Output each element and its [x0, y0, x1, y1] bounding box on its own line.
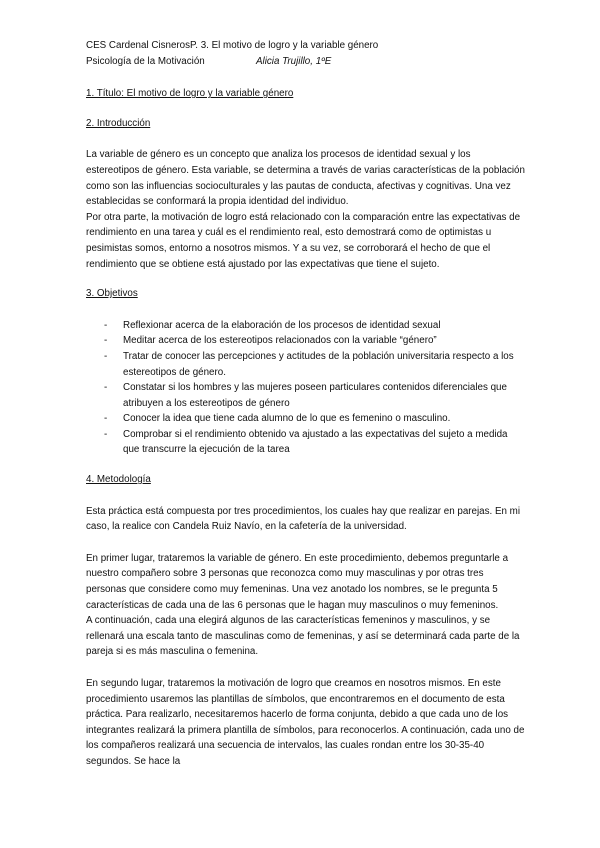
- header-author: Alicia Trujillo, 1ºE: [256, 55, 332, 67]
- title-heading: 1. Título: El motivo de logro y la variable género: [86, 88, 294, 100]
- method-paragraph-4: En segundo lugar, trataremos la motivación de logro que creamos en nosotros mismos. En este procedimiento usaremos las plantillas de símbolos, que encontraremos en el documento de esta práctica. Para realizarlo, necesitaremos hacerlo de forma conjunta, debido a que cada uno de los integrantes realizará la primera plantilla de símbolos, para reconocerlos. A continuación, cada uno de los compañeros realizará una secuencia de intervalos, las cuales rondan entre los 30-35-40 segundos. Se hace la: [86, 678, 525, 767]
- list-item: - Meditar acerca de los estereotipos relacionados con la variable “género”: [86, 333, 526, 349]
- header-subject: Psicología de la Motivación: [86, 55, 205, 67]
- list-item: - Tratar de conocer las percepciones y actitudes de la población universitaria respecto a los estereotipos de género.: [86, 349, 526, 380]
- intro-heading: 2. Introducción: [86, 117, 151, 129]
- objectives-list: [86, 318, 526, 458]
- header-line-1: CES Cardenal CisnerosP. 3. El motivo de logro y la variable género: [86, 40, 379, 51]
- header-line-2: [86, 54, 526, 70]
- intro-paragraph-2: Por otra parte, la motivación de logro está relacionado con la comparación entre las expectativas de rendimiento en una tarea y cuál es el rendimiento real, esto demostrará como de optimistas u pesimistas somos, entorno a nosotros mismos. Y a su vez, se corroborará el hecho de que el rendimiento que se obtiene está ajustado por las expectativas que tiene el sujeto.: [86, 211, 521, 270]
- list-item: - Conocer la idea que tiene cada alumno de lo que es femenino o masculino.: [86, 411, 526, 427]
- objectives-heading: 3. Objetivos: [86, 288, 138, 300]
- list-item: - Comprobar si el rendimiento obtenido va ajustado a las expectativas del sujeto a medida que transcurre la ejecución de la tarea: [86, 427, 526, 458]
- document-page: [86, 38, 526, 770]
- list-item: - Constatar si los hombres y las mujeres poseen particulares contenidos diferenciales que atribuyen a los estereotipos de género: [86, 380, 526, 411]
- method-paragraph-1: Esta práctica está compuesta por tres procedimientos, los cuales hay que realizar en parejas. En mi caso, la realice con Candela Ruiz Navío, en la cafetería de la universidad.: [86, 505, 521, 533]
- method-paragraph-3: A continuación, cada una elegirá algunos de las características femeninos y masculinos, y se rellenará una escala tanto de masculinas como de femeninas, y así se determinará cada parte de la pareja si es más masculina o femenina.: [86, 615, 520, 658]
- method-heading: 4. Metodología: [86, 474, 151, 486]
- list-item: - Reflexionar acerca de la elaboración de los procesos de identidad sexual: [86, 318, 526, 334]
- method-paragraph-2: En primer lugar, trataremos la variable de género. En este procedimiento, debemos preguntarle a nuestro compañero sobre 3 personas que reconozca como muy masculinas y por otras tres personas que considere como muy femeninas. Una vez anotado los nombres, se le pregunta 5 características de cada una de las 6 personas que le hagan muy masculinos o muy femeninos.: [86, 552, 509, 611]
- intro-paragraph-1: La variable de género es un concepto que analiza los procesos de identidad sexual y los estereotipos de género. Esta variable, se determina a través de varias características de la población como son las influencias socioculturales y las pautas de conducta, afectivas y cognitivas. Una vez establecidas se conformará la propia identidad del individuo.: [86, 149, 525, 208]
